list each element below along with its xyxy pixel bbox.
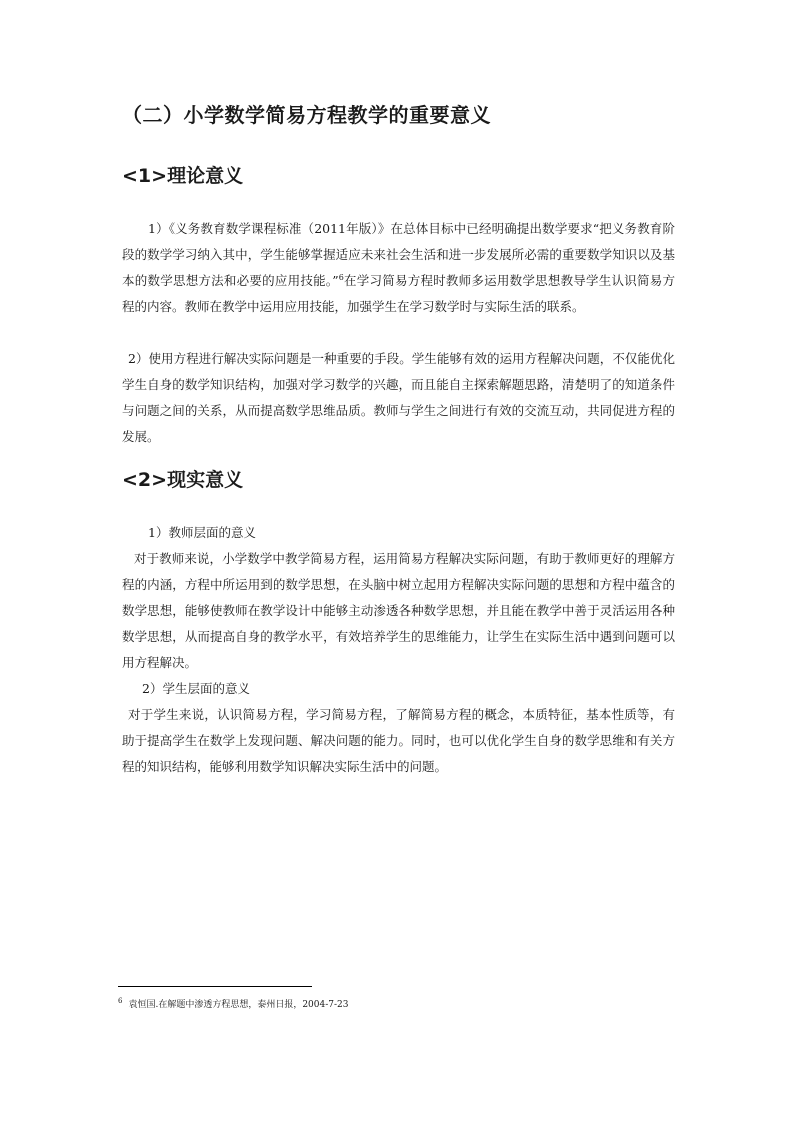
student-level-subheading: 2）学生层面的意义 [142,681,250,696]
student-level-paragraph: 对于学生来说，认识简易方程，学习简易方程，了解简易方程的概念，本质特征，基本性质等，有助于提高学生在数学上发现问题、解决问题的能力。同时，也可以优化学生自身的数学思维和有关方程的知识结构，能够利用数学知识解决实际生活中的问题。 [122,707,675,774]
theory-paragraph-2: 2）使用方程进行解决实际问题是一种重要的手段。学生能够有效的运用方程解决问题，不仅能优化学生自身的数学知识结构，加强对学习数学的兴趣，而且能自主探索解题思路，清楚明了的知道条件与问题之间的关系，从而提高数学思维品质。教师与学生之间进行有效的交流互动，共同促进方程的发展。 [122,351,675,444]
heading-label: 理论意义 [167,165,244,187]
footnote [118,996,349,1014]
theory-paragraph-1 [122,216,675,320]
paragraph-text: 1）《义务教育数学课程标准（2011年版）》在总体目标中已经明确提出数学要求“把义务教育阶段的数学学习纳入其中，学生能够掌握适应未来社会生活和进一步发展所必需的重要数学知识以及基本的数学思想方法和必要的应用技能。” [122,221,675,288]
paragraph-text: 在学习简易方程时教师多运用数学思想教导学生认识简易方程的内容。教师在教学中运用应用技能，加强学生在学习数学时与实际生活的联系。 [122,273,675,314]
section-title: （二）小学数学简易方程教学的重要意义 [122,103,491,127]
heading-number: <2> [122,469,168,491]
footnote-separator [118,986,312,987]
theory-significance-heading [122,162,243,190]
practical-significance-heading [122,466,243,494]
heading-number: <1> [122,165,168,187]
footnote-text: 袁恒国.在解题中渗透方程思想，泰州日报，2004-7-23 [128,1000,349,1010]
teacher-level-paragraph: 对于教师来说，小学数学中教学简易方程，运用简易方程解决实际问题，有助于教师更好的理解方程的内涵，方程中所运用到的数学思想，在头脑中树立起用方程解决实际问题的思想和方程中蕴含的数学思想，能够使教师在教学设计中能够主动渗透各种数学思想，并且能在教学中善于灵活运用各种数学思想，从而提高自身的教学水平，有效培养学生的思维能力，让学生在实际生活中遇到问题可以用方程解决。 [122,551,675,670]
footnote-reference[interactable]: 6 [338,272,344,282]
footnote-mark: 6 [118,997,123,1005]
heading-label: 现实意义 [167,469,244,491]
teacher-level-subheading: 1）教师层面的意义 [148,525,256,540]
